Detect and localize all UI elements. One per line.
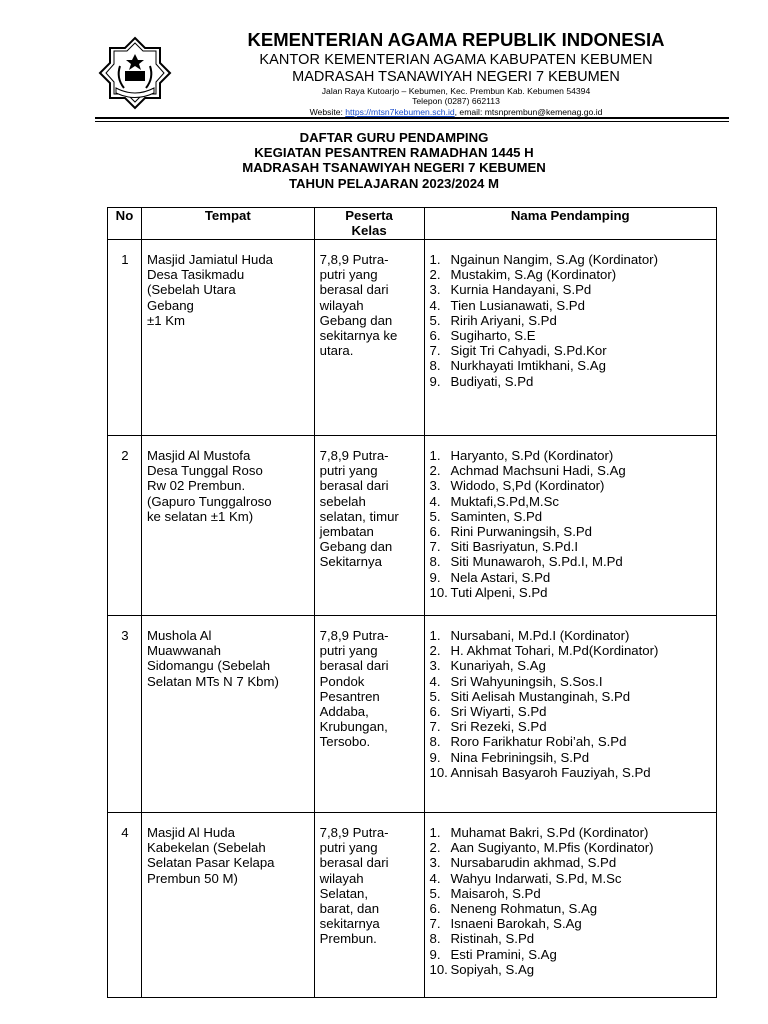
list-item-number: 1. <box>429 628 441 643</box>
list-item-name: Esti Pramini, S.Ag <box>450 946 557 962</box>
list-item <box>430 524 712 539</box>
website-link[interactable]: https://mtsn7kebumen.sch.id <box>345 106 455 117</box>
header-no: No <box>108 208 142 240</box>
pendamping-list <box>430 448 712 600</box>
row-peserta: 7,8,9 Putra- putri yang berasal dari Pondok Pesantren Addaba, Krubungan, Tersobo. <box>314 616 424 813</box>
header-tempat: Tempat <box>141 208 314 240</box>
title-line-4: TAHUN PELAJARAN 2023/2024 M <box>288 175 500 191</box>
list-item-number: 3. <box>429 855 441 871</box>
list-item-name: Nina Febriningsih, S.Pd <box>450 749 590 765</box>
list-item <box>430 343 712 358</box>
table-row <box>108 240 717 436</box>
header-nama: Nama Pendamping <box>424 208 716 240</box>
list-item-name: Siti Aelisah Mustanginah, S.Pd <box>450 688 631 704</box>
list-item-name: Nurkhayati Imtikhani, S.Ag <box>450 358 606 374</box>
document-title <box>94 130 694 191</box>
table-row <box>108 616 717 813</box>
list-item-number: 3. <box>429 658 441 674</box>
list-item-number: 3. <box>429 282 441 298</box>
title-line-1: DAFTAR GURU PENDAMPING <box>299 130 489 145</box>
list-item-number: 7. <box>429 343 441 359</box>
list-item-number: 2. <box>429 267 441 283</box>
ministry-name: KEMENTERIAN AGAMA REPUBLIK INDONESIA <box>247 29 665 50</box>
list-item <box>430 585 712 600</box>
pendamping-list <box>430 628 712 780</box>
row-pendamping <box>424 436 716 616</box>
school-address: Jalan Raya Kutoarjo – Kebumen, Kec. Prembun Kab. Kebumen 54394 <box>321 85 591 96</box>
list-item-name: Sugiharto, S.E <box>450 328 536 344</box>
school-contact: Website: https://mtsn7kebumen.sch.id, email: mtsnprembun@kemenag.go.id <box>309 106 603 117</box>
row-peserta: 7,8,9 Putra- putri yang berasal dari wilayah Gebang dan sekitarnya ke utara. <box>314 240 424 436</box>
header-peserta: Peserta Kelas <box>314 208 424 240</box>
row-number: 4 <box>108 813 142 998</box>
list-item-name: Annisah Basyaroh Fauziyah, S.Pd <box>450 764 651 780</box>
table-row <box>108 813 717 998</box>
list-item-number: 2. <box>429 840 441 856</box>
list-item <box>430 658 712 673</box>
list-item <box>430 871 712 886</box>
list-item <box>430 463 712 478</box>
list-item-number: 5. <box>429 312 441 328</box>
list-item-number: 4. <box>429 297 441 313</box>
list-item <box>430 298 712 313</box>
list-item <box>430 478 712 493</box>
list-item <box>430 962 712 977</box>
row-tempat: Masjid Jamiatul Huda Desa Tasikmadu (Sebelah Utara Gebang ±1 Km <box>141 240 314 436</box>
list-item-name: Muktafi,S.Pd,M.Sc <box>450 493 559 509</box>
list-item <box>430 494 712 509</box>
list-item <box>430 704 712 719</box>
pendamping-list <box>430 825 712 977</box>
letterhead-text <box>186 28 726 116</box>
pendamping-list <box>430 252 712 389</box>
row-pendamping <box>424 616 716 813</box>
list-item <box>430 328 712 343</box>
list-item-number: 5. <box>429 885 441 901</box>
list-item-number: 5. <box>429 508 441 524</box>
list-item-name: Siti Basriyatun, S.Pd.I <box>450 539 579 555</box>
school-phone: Telepon (0287) 662113 <box>412 96 500 107</box>
list-item <box>430 947 712 962</box>
row-tempat: Masjid Al Mustofa Desa Tunggal Roso Rw 02 Prembun. (Gapuro Tunggalroso ke selatan ±1 Km) <box>141 436 314 616</box>
list-item <box>430 931 712 946</box>
list-item-name: Tien Lusianawati, S.Pd <box>450 297 585 313</box>
list-item-number: 8. <box>429 554 441 570</box>
list-item-number: 7. <box>429 719 441 735</box>
list-item <box>430 765 712 780</box>
letterhead-rule-thick <box>95 117 729 119</box>
list-item-number: 8. <box>429 931 441 947</box>
list-item-number: 9. <box>429 373 441 389</box>
list-item-name: Roro Farikhatur Robi’ah, S.Pd <box>450 734 627 750</box>
list-item <box>430 643 712 658</box>
list-item-name: Nursabani, M.Pd.I (Kordinator) <box>450 628 630 643</box>
office-name: KANTOR KEMENTERIAN AGAMA KABUPATEN KEBUMEN <box>259 51 653 68</box>
list-item <box>430 252 712 267</box>
list-item-name: Ririh Ariyani, S.Pd <box>450 312 557 328</box>
list-item <box>430 570 712 585</box>
list-item-name: Nursabarudin akhmad, S.Pd <box>450 855 617 871</box>
list-item-name: Nela Astari, S.Pd <box>450 569 551 585</box>
table-row <box>108 436 717 616</box>
table-header-row <box>108 208 717 240</box>
list-item-number: 10. <box>429 584 448 600</box>
mentor-table <box>107 207 717 998</box>
list-item <box>430 734 712 749</box>
list-item <box>430 539 712 554</box>
row-pendamping <box>424 813 716 998</box>
school-email: , email: mtsnprembun@kemenag.go.id <box>454 106 603 117</box>
list-item-number: 6. <box>429 901 441 917</box>
list-item-number: 3. <box>429 478 441 494</box>
list-item-number: 10. <box>429 764 448 780</box>
list-item <box>430 689 712 704</box>
letterhead-rule-thin <box>95 121 729 122</box>
list-item-name: Widodo, S,Pd (Kordinator) <box>450 478 605 494</box>
title-line-3: MADRASAH TSANAWIYAH NEGERI 7 KEBUMEN <box>242 160 546 176</box>
list-item <box>430 374 712 389</box>
list-item <box>430 267 712 282</box>
list-item-number: 9. <box>429 946 441 962</box>
list-item-name: Budiyati, S.Pd <box>450 373 534 389</box>
list-item-name: Kurnia Handayani, S.Pd <box>450 282 592 298</box>
row-number: 2 <box>108 436 142 616</box>
list-item-name: Achmad Machsuni Hadi, S.Ag <box>450 463 626 479</box>
list-item-number: 6. <box>429 328 441 344</box>
list-item <box>430 509 712 524</box>
list-item-number: 1. <box>429 825 441 840</box>
row-tempat: Masjid Al Huda Kabekelan (Sebelah Selatan Pasar Kelapa Prembun 50 M) <box>141 813 314 998</box>
list-item-number: 1. <box>429 252 441 267</box>
list-item <box>430 840 712 855</box>
list-item-name: Kunariyah, S.Ag <box>450 658 546 674</box>
list-item-name: Rini Purwaningsih, S.Pd <box>450 524 592 540</box>
list-item-name: Isnaeni Barokah, S.Ag <box>450 916 582 932</box>
school-name: MADRASAH TSANAWIYAH NEGERI 7 KEBUMEN <box>292 69 620 85</box>
list-item-name: Maisaroh, S.Pd <box>450 885 541 901</box>
list-item <box>430 916 712 931</box>
list-item-number: 4. <box>429 493 441 509</box>
list-item <box>430 628 712 643</box>
list-item-name: Muhamat Bakri, S.Pd (Kordinator) <box>450 825 649 840</box>
list-item-name: Tuti Alpeni, S.Pd <box>450 584 548 600</box>
list-item-number: 4. <box>429 870 441 886</box>
letterhead <box>90 28 730 117</box>
list-item-name: Sri Wahyuningsih, S.Sos.I <box>450 673 603 689</box>
list-item <box>430 554 712 569</box>
list-item-name: Haryanto, S.Pd (Kordinator) <box>450 448 614 463</box>
kemenag-emblem-icon <box>98 36 172 110</box>
list-item <box>430 313 712 328</box>
list-item-name: Sigit Tri Cahyadi, S.Pd.Kor <box>450 343 607 359</box>
list-item-name: Ristinah, S.Pd <box>450 931 535 947</box>
list-item <box>430 719 712 734</box>
list-item-number: 4. <box>429 673 441 689</box>
list-item <box>430 282 712 297</box>
list-item <box>430 358 712 373</box>
list-item-number: 8. <box>429 358 441 374</box>
list-item-name: Sopiyah, S.Ag <box>450 961 535 977</box>
list-item <box>430 886 712 901</box>
list-item-number: 9. <box>429 569 441 585</box>
list-item-name: Sri Wiyarti, S.Pd <box>450 704 547 720</box>
list-item <box>430 448 712 463</box>
list-item <box>430 674 712 689</box>
row-peserta: 7,8,9 Putra- putri yang berasal dari sebelah selatan, timur jembatan Gebang dan Sekitarnya <box>314 436 424 616</box>
list-item-name: Wahyu Indarwati, S.Pd, M.Sc <box>450 870 622 886</box>
list-item-number: 6. <box>429 524 441 540</box>
list-item-number: 6. <box>429 704 441 720</box>
list-item-name: Aan Sugiyanto, M.Pfis (Kordinator) <box>450 840 654 856</box>
list-item-name: Mustakim, S.Ag (Kordinator) <box>450 267 617 283</box>
list-item-number: 2. <box>429 643 441 659</box>
row-tempat: Mushola Al Muawwanah Sidomangu (Sebelah Selatan MTs N 7 Kbm) <box>141 616 314 813</box>
row-number: 3 <box>108 616 142 813</box>
list-item-number: 7. <box>429 539 441 555</box>
list-item-name: Saminten, S.Pd <box>450 508 543 524</box>
list-item-number: 1. <box>429 448 441 463</box>
list-item-number: 8. <box>429 734 441 750</box>
list-item-number: 7. <box>429 916 441 932</box>
row-number: 1 <box>108 240 142 436</box>
list-item-name: Neneng Rohmatun, S.Ag <box>450 901 598 917</box>
list-item-name: H. Akhmat Tohari, M.Pd(Kordinator) <box>450 643 659 659</box>
list-item <box>430 855 712 870</box>
title-line-2: KEGIATAN PESANTREN RAMADHAN 1445 H <box>254 145 534 161</box>
list-item-number: 5. <box>429 688 441 704</box>
row-peserta: 7,8,9 Putra- putri yang berasal dari wilayah Selatan, barat, dan sekitarnya Prembun. <box>314 813 424 998</box>
list-item-number: 9. <box>429 749 441 765</box>
list-item <box>430 825 712 840</box>
list-item-name: Ngainun Nangim, S.Ag (Kordinator) <box>450 252 658 267</box>
list-item-name: Siti Munawaroh, S.Pd.I, M.Pd <box>450 554 623 570</box>
row-pendamping <box>424 240 716 436</box>
list-item <box>430 901 712 916</box>
list-item-number: 10. <box>429 961 448 977</box>
list-item-name: Sri Rezeki, S.Pd <box>450 719 547 735</box>
list-item <box>430 750 712 765</box>
list-item-number: 2. <box>429 463 441 479</box>
